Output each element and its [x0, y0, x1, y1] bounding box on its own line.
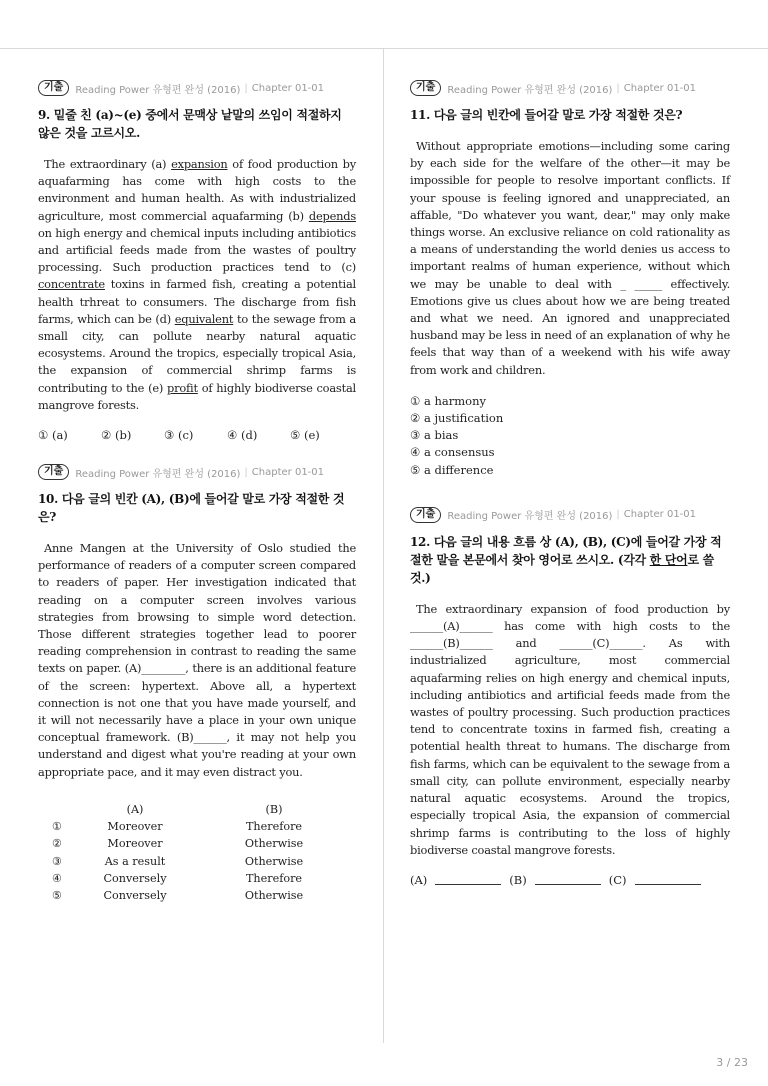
table-row[interactable]	[38, 853, 356, 870]
answer-choice[interactable]: ④ a consensus	[410, 445, 495, 460]
question-12	[410, 507, 730, 887]
passage-text: Anne Mangen at the University of Oslo studied the performance of readers of a computer screen compared to readers of paper. Her investigation indicated that reading on a computer screen involves various strategies from browsing to simple word detection. Those different strategies together lead to poorer reading comprehension in contrast to reading the same texts on paper. (A)	[38, 541, 356, 676]
source-tag	[38, 464, 356, 480]
underlined-word-c: concentrate	[38, 277, 105, 292]
question-9	[38, 80, 356, 442]
question-title: 11. 다음 글의 빈칸에 들어갈 말로 가장 적절한 것은?	[410, 108, 683, 122]
source-chapter: Chapter 01-01	[251, 466, 325, 478]
source-chapter: Chapter 01-01	[623, 509, 697, 521]
question-passage	[38, 156, 356, 414]
answer-choice[interactable]: ① a harmony	[410, 393, 486, 408]
question-passage: The extraordinary expansion of food production by ______(A)______ has come with high costs to the ______(B)______ and ______(C)______. As with industrialized agriculture, most commercial aquafarming relies on high energy and chemical inputs, including antibiotics and artificial feeds made from the wastes of poultry processing. Such production practices tend to concentrate toxins in farmed fish, creating a potential health threat to humans. The discharge from fish farms, which can be equivalent to the sewage from a small city, can pollute environment, especially nearby natural aquatic ecosystems. Around the tropics, especially tropical Asia, the expansion of commercial shrimp farms is contributing to the loss of highly biodiverse coastal mangrove forests.	[410, 601, 730, 857]
question-10	[38, 464, 356, 904]
answer-choice[interactable]: ① (a)	[38, 428, 68, 443]
choice-a: Conversely	[103, 871, 167, 885]
choice-b: Otherwise	[244, 888, 304, 902]
exam-badge: 기출	[38, 464, 69, 480]
tag-separator: |	[616, 82, 620, 94]
question-title: 10. 다음 글의 빈칸 (A), (B)에 들어갈 말로 가장 적절한 것은?	[38, 492, 345, 525]
table-header	[38, 801, 356, 818]
page-number: 3 / 23	[716, 1056, 748, 1069]
blank-label-b: (B)	[509, 872, 527, 887]
choice-b: Otherwise	[244, 854, 304, 868]
exam-badge: 기출	[38, 80, 69, 96]
passage-text: , it may not help you understand and digest what you're reading at your own appropriate pace, and it may even distract you.	[38, 730, 357, 779]
blank-label-a: (A)	[410, 872, 428, 887]
answer-choice[interactable]: ② (b)	[101, 428, 132, 443]
answer-choice[interactable]: ③ a bias	[410, 428, 459, 443]
table-row[interactable]	[38, 835, 356, 852]
choice-number: ③	[52, 854, 63, 868]
tag-separator: |	[244, 82, 248, 94]
column-header: (B)	[265, 802, 283, 816]
choice-number: ⑤	[52, 888, 63, 902]
answer-choice[interactable]: ⑤ (e)	[290, 428, 320, 443]
column-header: (A)	[126, 802, 144, 816]
title-text: 로 쓸 것.)	[410, 552, 714, 585]
table-row[interactable]	[38, 818, 356, 835]
choice-b: Therefore	[245, 871, 303, 885]
choice-a: Moreover	[107, 820, 163, 834]
answer-choice[interactable]: ④ (d)	[227, 428, 258, 443]
passage-text: to the sewage from a small city, can pollute nearby natural aquatic ecosystems. Around the tropics, especially tropical Asia, the expansion of commercial shrimp farms is contributing to the (e)	[38, 311, 356, 395]
tag-separator: |	[244, 466, 248, 478]
answer-choice[interactable]: ② a justification	[410, 411, 504, 426]
table-row[interactable]	[38, 870, 356, 887]
question-passage	[38, 540, 356, 781]
underlined-word-b: depends	[308, 208, 356, 223]
source-name: Reading Power 유형편 완성 (2016)	[447, 511, 613, 523]
choice-a: As a result	[104, 854, 166, 868]
title-emphasis: 한 단어	[649, 552, 688, 567]
answer-choices	[38, 428, 356, 442]
source-name: Reading Power 유형편 완성 (2016)	[75, 84, 241, 96]
choice-b: Therefore	[245, 820, 303, 834]
passage-text: of highly biodiverse coastal mangrove forests.	[38, 380, 356, 412]
passage-text: on high energy and chemical inputs including antibiotics and artificial feeds made from the wastes of poultry processing. Such production practices tend to (c)	[38, 225, 356, 275]
column-divider	[383, 48, 384, 1043]
answer-choices	[410, 393, 730, 479]
answer-table	[38, 801, 356, 904]
question-passage: Without appropriate emotions—including some caring by each side for the welfare of the other—it may be impossible for people to resolve important conflicts. If your spouse is feeling ignored and unappreciated, an affable, "Do whatever you want, dear," may only make things worse. An exclusive reliance on cold rationality as a means of understanding the world denies us access to important realms of human experience, without which we may be unable to deal with _ _____ effectively. Emotions give us clues about how we are being treated and what we need. An ignored and unappreciated husband may be less in need of an explanation of why he feels that way than of a weekend with his wife away from work and children.	[410, 139, 730, 377]
exam-badge: 기출	[410, 507, 441, 523]
passage-text: The extraordinary (a)	[44, 157, 172, 171]
question-title	[410, 533, 730, 587]
answer-choice[interactable]: ③ (c)	[164, 428, 194, 443]
passage-text: of food production by aquafarming has come with high costs to the environment and human health. As with industrialized agriculture, most commercial aquafarming (b)	[38, 157, 357, 223]
answer-field-b[interactable]	[535, 874, 601, 885]
source-tag	[410, 80, 730, 96]
table-row[interactable]	[38, 887, 356, 904]
tag-separator: |	[616, 509, 620, 521]
choice-number: ②	[52, 837, 63, 851]
answer-field-c[interactable]	[635, 874, 701, 885]
passage-text: toxins in farmed fish, creating a potential health trhreat to consumers. The discharge from fish farms, which can be (d)	[38, 277, 356, 326]
choice-number: ④	[52, 871, 63, 885]
blank-b: ______	[193, 730, 227, 745]
header-rule	[0, 48, 768, 49]
source-tag	[38, 80, 356, 96]
underlined-word-d: equivalent	[174, 311, 234, 326]
question-title: 9. 밑줄 친 (a)~(e) 중에서 문맥상 낱말의 쓰임이 적절하지 않은 것을 고르시오.	[38, 108, 342, 140]
exam-badge: 기출	[410, 80, 441, 96]
source-name: Reading Power 유형편 완성 (2016)	[75, 468, 241, 480]
answer-blanks	[410, 873, 730, 887]
choice-a: Conversely	[103, 888, 167, 902]
choice-a: Moreover	[107, 837, 163, 851]
passage-text: , there is an additional feature of the screen: hypertext. Above all, a hypertext connection is not one that you have made yourself, and it will not necessarily have a place in your own unique conceptual framework. (B)	[38, 661, 357, 745]
blank-a: ________	[141, 661, 186, 676]
right-column	[410, 80, 730, 887]
answer-field-a[interactable]	[435, 874, 501, 885]
left-column	[38, 80, 356, 904]
underlined-word-e: profit	[167, 380, 198, 395]
blank-label-c: (C)	[608, 872, 627, 887]
choice-number: ①	[52, 820, 63, 834]
source-chapter: Chapter 01-01	[623, 82, 697, 94]
source-name: Reading Power 유형편 완성 (2016)	[447, 84, 613, 96]
choice-b: Otherwise	[244, 837, 304, 851]
answer-choice[interactable]: ⑤ a difference	[410, 462, 494, 477]
title-text: 12. 다음 글의 내용 흐름 상 (A), (B), (C)에 들어갈 가장 적절한 말을 본문에서 찾아 영어로 쓰시오. (각각	[410, 534, 722, 567]
underlined-word-a: expansion	[171, 157, 228, 171]
question-11	[410, 80, 730, 479]
source-chapter: Chapter 01-01	[251, 82, 325, 94]
source-tag	[410, 507, 730, 523]
